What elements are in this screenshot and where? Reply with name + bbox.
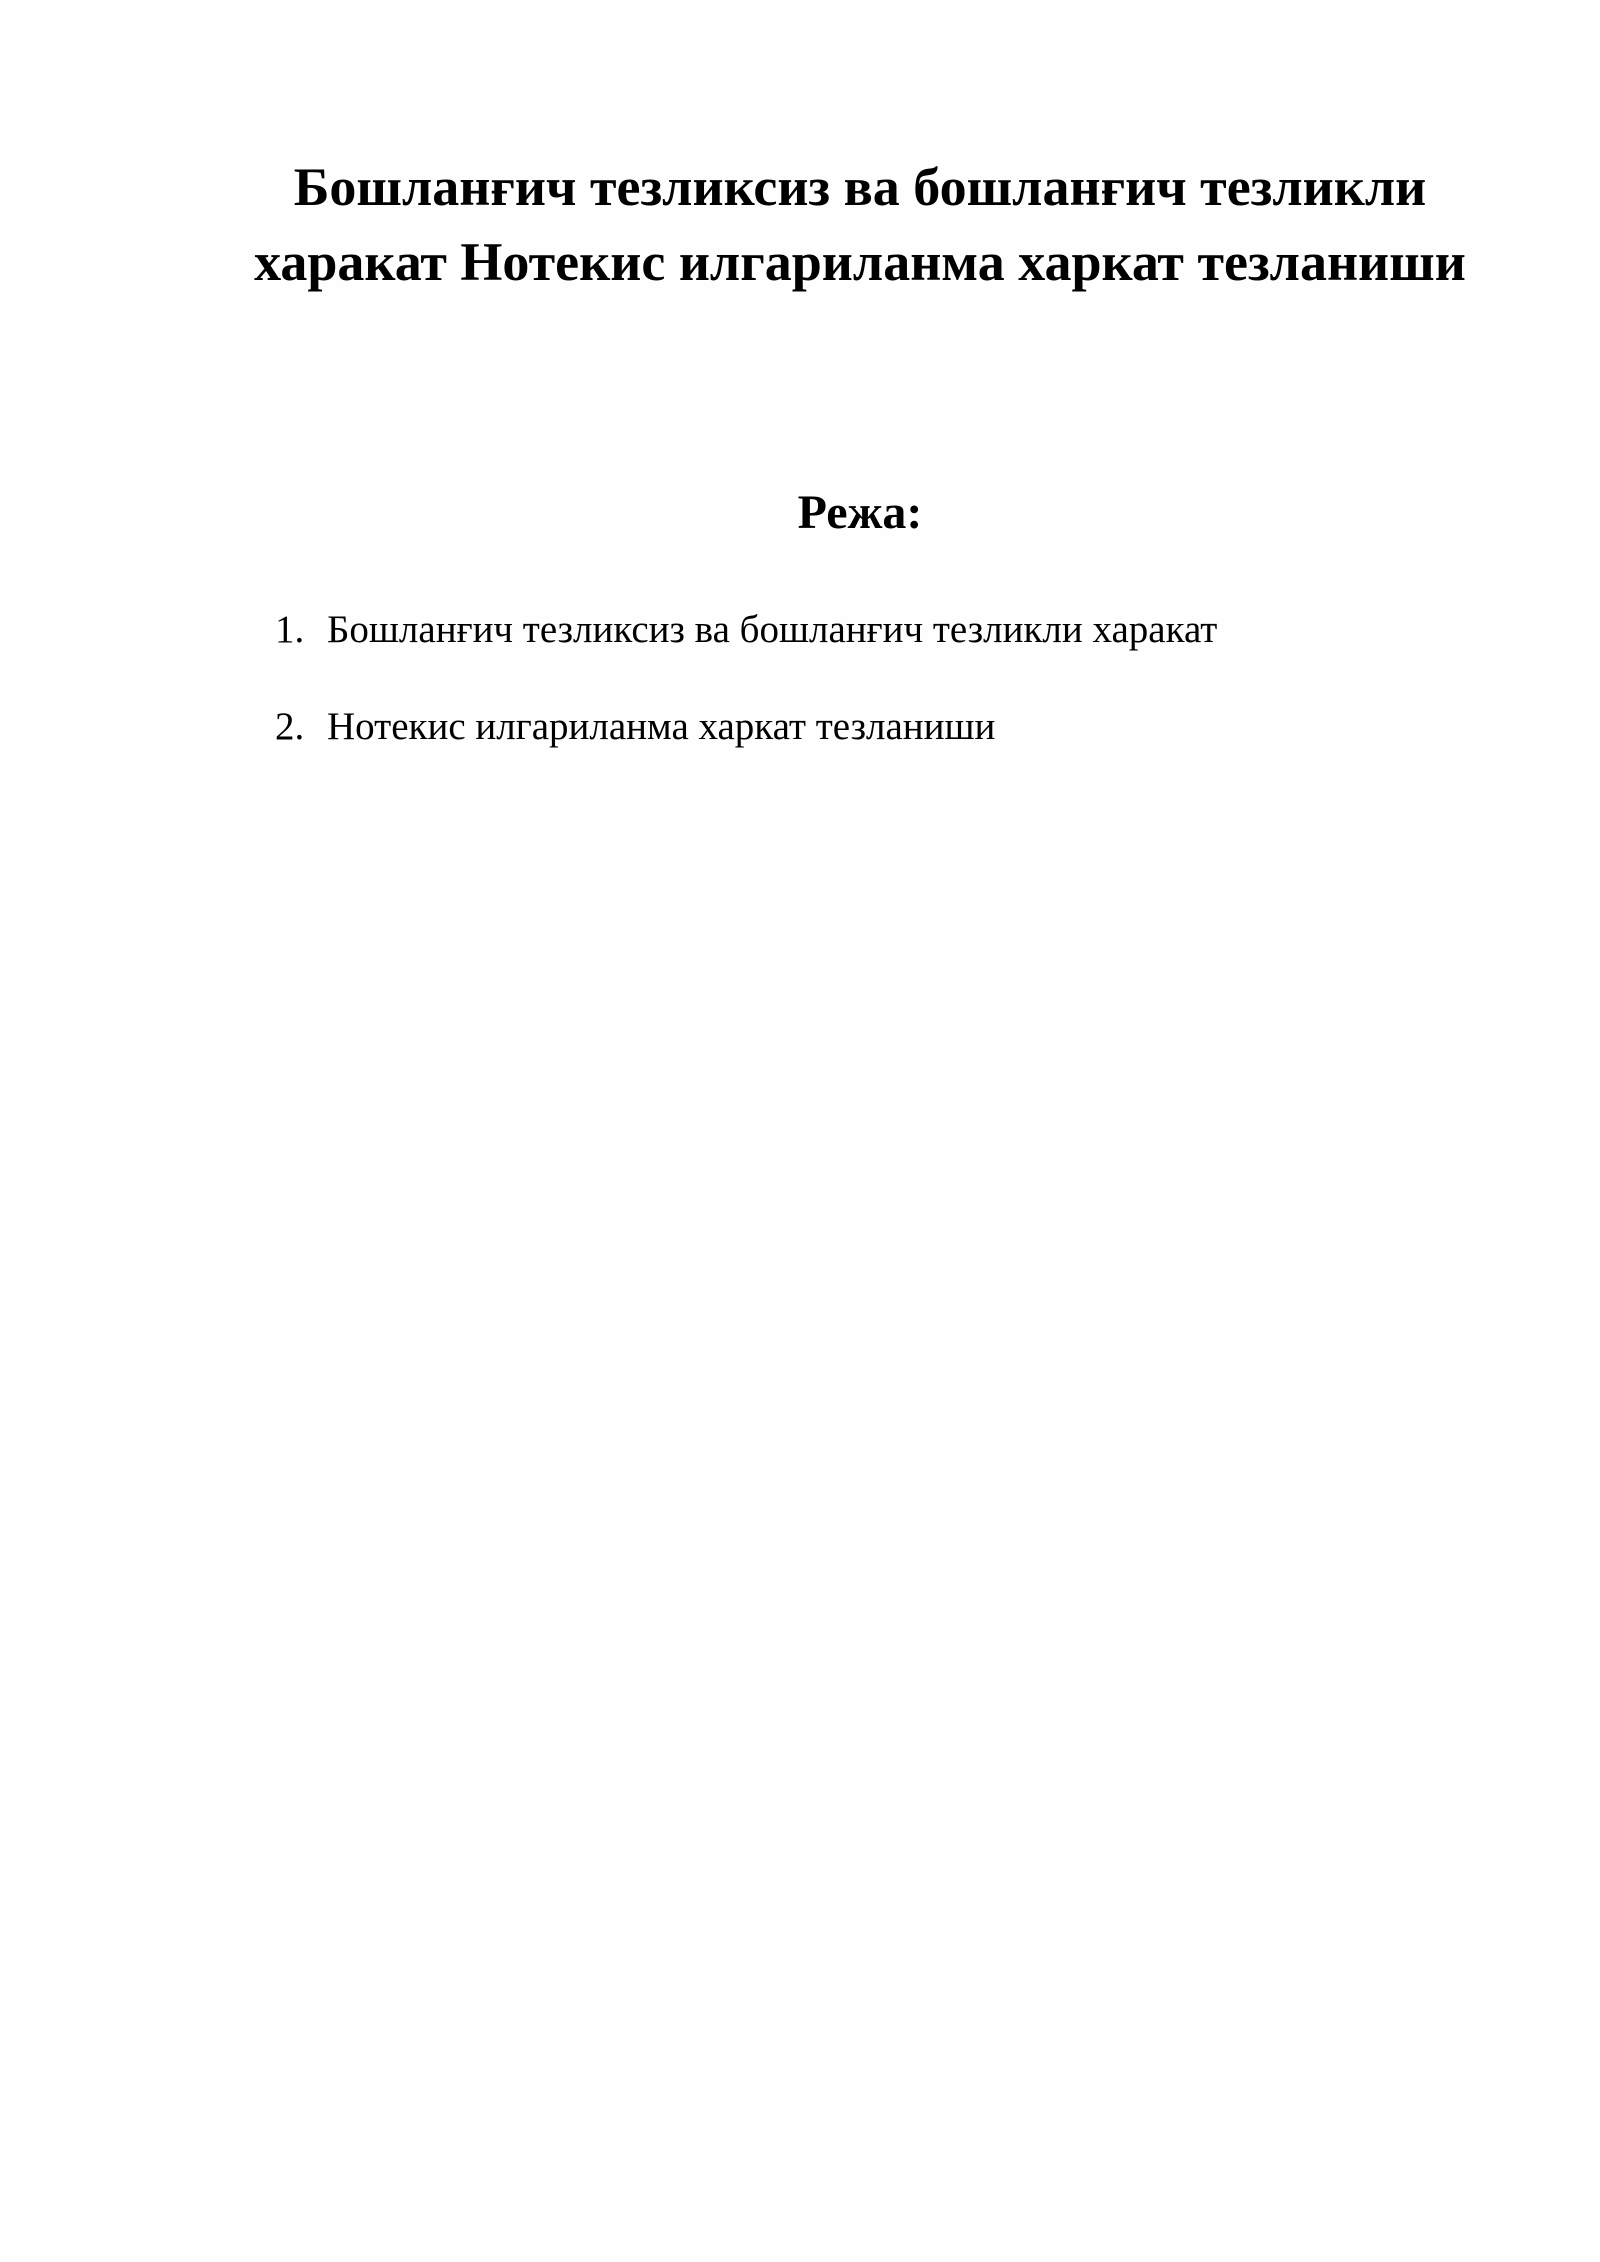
list-item-number: 1.: [275, 608, 305, 651]
plan-heading: Режа:: [797, 486, 923, 539]
list-item-text: Нотекис илгариланма харкат тезланиши: [327, 705, 996, 748]
list-item-text: Бошланғич тезликсиз ва бошланғич тезликли харакат: [327, 608, 1218, 651]
plan-list: [275, 600, 1425, 794]
list-item: [275, 600, 1425, 660]
list-item-number: 2.: [275, 705, 305, 748]
list-item: [275, 697, 1425, 757]
document-title: Бошланғич тезликсиз ва бошланғич тезликли харакат Нотекис илгариланма харкат тезланиши: [254, 157, 1466, 292]
